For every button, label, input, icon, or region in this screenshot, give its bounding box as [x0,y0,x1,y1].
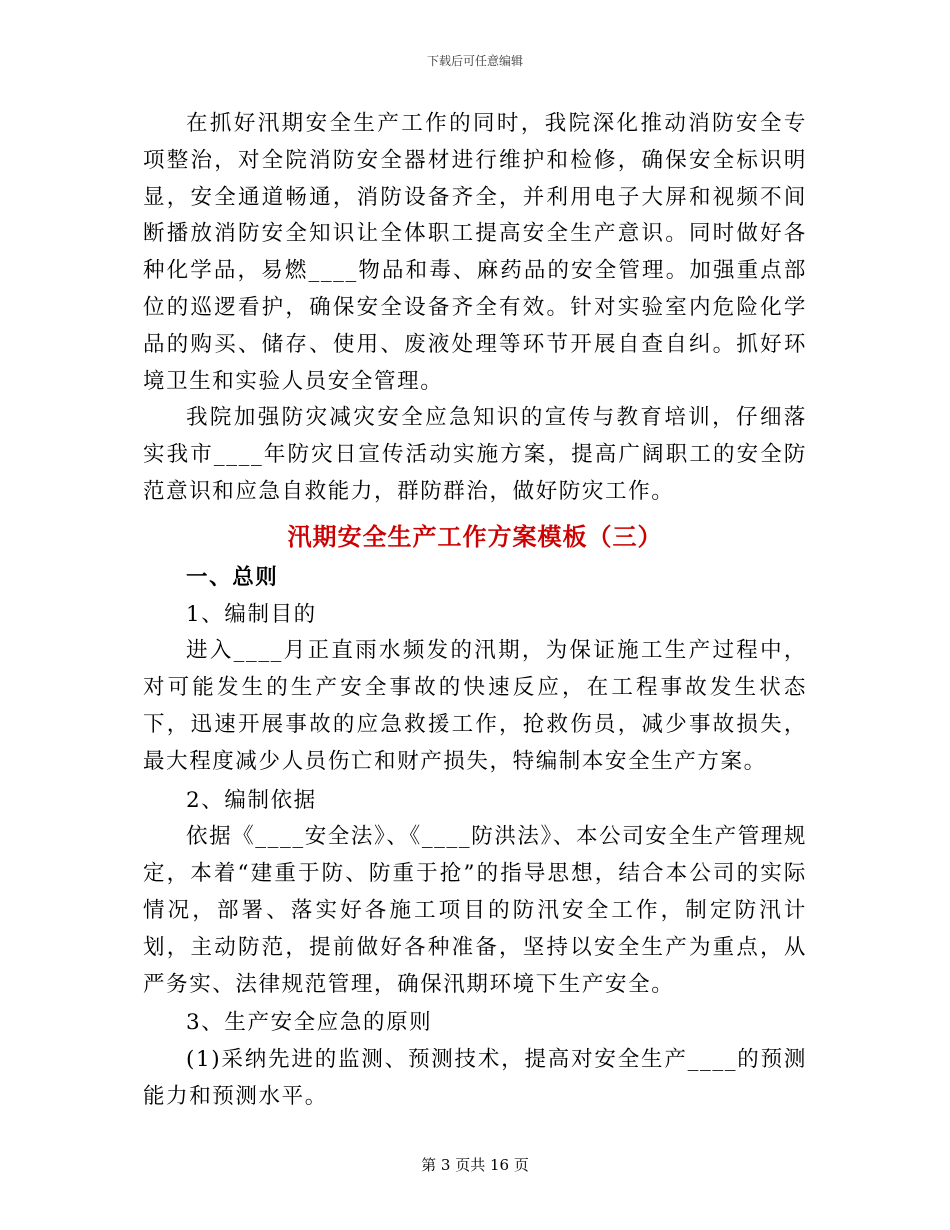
section-title: 汛期安全生产工作方案模板（三） [287,522,663,551]
item-2-text: 依据《____安全法》、《____防洪法》、本公司安全生产管理规定，本着“建重于防、防重于抢”的指导思想，结合本公司的实际情况，部署、落实好各施工项目的防汛安全工作，制定防汛计划，主动防范，提前做好各种准备，坚持以安全生产为重点，从严务实、法律规范管理，确保汛期环境下生产安全。 [143,824,807,997]
item-3-text: (1)采纳先进的监测、预测技术，提高对安全生产____的预测能力和预测水平。 [143,1047,807,1109]
item-1-title: 1、编制目的 [186,601,317,627]
paragraph-fire-safety: 在抓好汛期安全生产工作的同时，我院深化推动消防安全专项整治，对全院消防安全器材进行维护和检修，确保安全标识明显，安全通道畅通，消防设备齐全，并利用电子大屏和视频不间断播放消防安全知识让全体职工提高安全生产意识。同时做好各种化学品，易燃____物品和毒、麻药品的安全管理。加强重点部位的巡逻看护，确保安全设备齐全有效。针对实验室内危险化学品的购买、储存、使用、废液处理等环节开展自查自纠。抓好环境卫生和实验人员安全管理。 [143,111,807,394]
paragraph-disaster-prevention: 我院加强防灾减灾安全应急知识的宣传与教育培训，仔细落实我市____年防灾日宣传活动实施方案，提高广阔职工的安全防范意识和应急自救能力，群防群治，做好防灾工作。 [143,405,807,504]
document-body [143,106,807,1116]
item-1-text: 进入____月正直雨水频发的汛期，为保证施工生产过程中，对可能发生的生产安全事故的快速反应，在工程事故发生状态下，迅速开展事故的应急救援工作，抢救伤员，减少事故损失，最大程度减少人员伤亡和财产损失，特编制本安全生产方案。 [143,638,807,774]
heading-general: 一、总则 [186,564,279,590]
item-3-title: 3、生产安全应急的原则 [186,1010,433,1036]
item-2-title: 2、编制依据 [186,787,317,813]
download-note: 下载后可任意编辑 [426,54,523,68]
page-number: 第 3 页共 16 页 [421,1156,529,1174]
